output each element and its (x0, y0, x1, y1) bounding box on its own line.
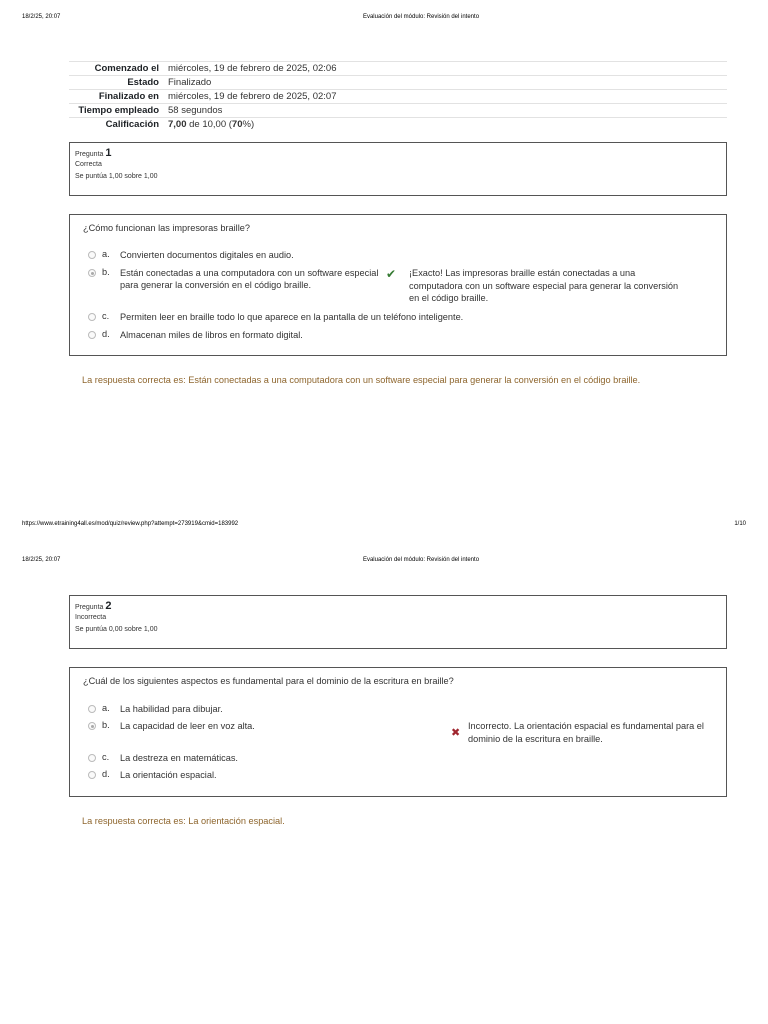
print-datetime: 18/2/25, 20:07 (22, 557, 61, 563)
option-letter: d. (102, 769, 110, 779)
option-text: Están conectadas a una computadora con un software especial para generar la conversión en el código braille. (120, 268, 379, 290)
print-datetime: 18/2/25, 20:07 (22, 14, 61, 20)
print-footer (0, 521, 768, 533)
check-icon: ✔ (386, 267, 397, 281)
grade-label: Calificación (105, 119, 159, 130)
option-text: La habilidad para dibujar. (120, 704, 223, 714)
right-answer: La respuesta correcta es: Están conectadas a una computadora con un software especial para generar la conversión en el código braille. (82, 375, 641, 385)
option-text: La destreza en matemáticas. (120, 753, 238, 763)
page-number: 1/10 (734, 521, 746, 527)
question-info-box (69, 595, 727, 649)
print-title: Evaluación del módulo: Revisión del intento (362, 14, 480, 20)
question-info-box (69, 142, 727, 196)
option-text: Permiten leer en braille todo lo que aparece en la pantalla de un teléfono inteligente. (120, 312, 464, 322)
option-letter: d. (102, 329, 110, 339)
question-heading (75, 147, 721, 159)
question-prefix: Pregunta (75, 604, 104, 611)
summary-value: miércoles, 19 de febrero de 2025, 02:06 (168, 63, 337, 74)
question-number: 2 (105, 600, 112, 612)
option-letter: b. (102, 267, 110, 277)
question-state: Correcta (75, 161, 102, 168)
grade-value (165, 118, 727, 132)
question-content-box (69, 667, 727, 797)
question-marks: Se puntúa 1,00 sobre 1,00 (75, 173, 158, 180)
summary-row (69, 104, 727, 118)
radio-button[interactable] (88, 754, 96, 762)
option-text: La orientación espacial. (120, 770, 217, 780)
summary-value: 58 segundos (168, 105, 223, 116)
radio-button[interactable] (88, 331, 96, 339)
radio-button[interactable] (88, 705, 96, 713)
option-text: Convierten documentos digitales en audio. (120, 250, 294, 260)
option-letter: b. (102, 720, 110, 730)
radio-button[interactable] (88, 313, 96, 321)
option-letter: c. (102, 752, 110, 762)
attempt-summary-table (69, 61, 727, 131)
question-text: ¿Cómo funcionan las impresoras braille? (83, 223, 250, 233)
question-marks: Se puntúa 0,00 sobre 1,00 (75, 626, 158, 633)
option-letter: a. (102, 703, 110, 713)
radio-button-checked[interactable] (88, 269, 96, 277)
summary-row (69, 90, 727, 104)
question-text: ¿Cuál de los siguientes aspectos es fundamental para el dominio de la escritura en braille? (83, 676, 454, 686)
summary-value: miércoles, 19 de febrero de 2025, 02:07 (168, 91, 337, 102)
grade-mid: de 10,00 ( (186, 119, 232, 130)
grade-score: 7,00 (168, 119, 187, 130)
print-url: https://www.etraining4all.es/mod/quiz/review.php?attempt=273919&cmid=183992 (22, 521, 239, 527)
question-prefix: Pregunta (75, 151, 104, 158)
question-content-box (69, 214, 727, 356)
option-text: La capacidad de leer en voz alta. (120, 721, 255, 731)
option-letter: a. (102, 249, 110, 259)
radio-button[interactable] (88, 251, 96, 259)
cross-icon: ✖ (451, 727, 461, 739)
question-heading (75, 600, 721, 612)
summary-row (69, 62, 727, 76)
summary-value: Finalizado (168, 77, 212, 88)
summary-row (69, 76, 727, 90)
option-text: Almacenan miles de libros en formato digital. (120, 330, 303, 340)
radio-button[interactable] (88, 771, 96, 779)
summary-label: Comenzado el (94, 63, 159, 74)
print-header (0, 557, 768, 569)
summary-label: Tiempo empleado (78, 105, 159, 116)
summary-label: Estado (127, 77, 159, 88)
summary-row-grade (69, 118, 727, 132)
question-feedback: ¡Exacto! Las impresoras braille están conectadas a una computadora con un software especial para generar la conversión en el código braille. (409, 268, 679, 303)
radio-button-checked[interactable] (88, 722, 96, 730)
grade-percent: 70 (231, 119, 243, 130)
print-title: Evaluación del módulo: Revisión del intento (362, 557, 480, 563)
question-state: Incorrecta (75, 614, 107, 621)
grade-end: %) (242, 119, 255, 130)
right-answer: La respuesta correcta es: La orientación espacial. (82, 816, 285, 826)
question-number: 1 (105, 147, 112, 159)
print-header (0, 14, 768, 26)
option-letter: c. (102, 311, 110, 321)
summary-label: Finalizado en (98, 91, 159, 102)
question-feedback: Incorrecto. La orientación espacial es fundamental para el dominio de la escritura en braille. (468, 721, 704, 744)
